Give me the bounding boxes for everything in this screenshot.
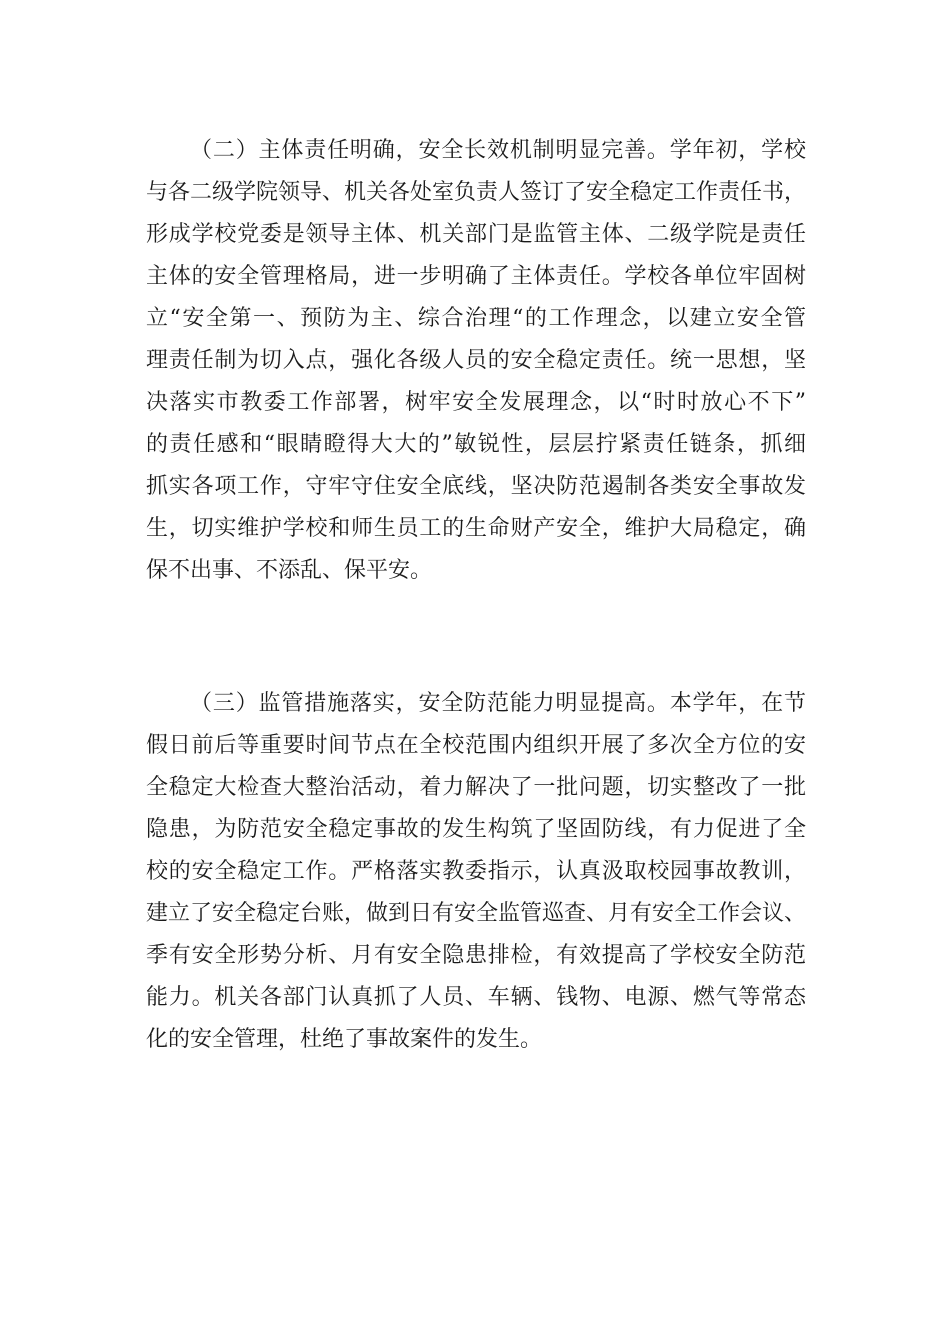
paragraph-line: 化的安全管理，杜绝了事故案件的发生。	[146, 1027, 543, 1052]
paragraph-section-2	[146, 130, 806, 592]
paragraph-line: 建立了安全稳定台账，做到日有安全监管巡查、月有安全工作会议、	[146, 901, 807, 926]
paragraph-line: 生，切实维护学校和师生员工的生命财产安全，维护大局稳定，确	[146, 516, 806, 541]
paragraph-line: 季有安全形势分析、月有安全隐患排检，有效提高了学校安全防范	[146, 943, 806, 968]
paragraph-line: （二）主体责任明确，安全长效机制明显完善。学年初，学校	[190, 138, 806, 163]
paragraph-line: 隐患，为防范安全稳定事故的发生构筑了坚固防线，有力促进了全	[146, 817, 806, 842]
paragraph-line: 立“安全第一、预防为主、综合治理“的工作理念，以建立安全管	[146, 306, 806, 331]
paragraph-line: 校的安全稳定工作。严格落实教委指示，认真汲取校园事故教训，	[146, 859, 806, 884]
paragraph-line: （三）监管措施落实，安全防范能力明显提高。本学年，在节	[190, 691, 806, 716]
paragraph-line: 能力。机关各部门认真抓了人员、车辆、钱物、电源、燃气等常态	[146, 985, 806, 1010]
paragraph-line: 形成学校党委是领导主体、机关部门是监管主体、二级学院是责任	[146, 222, 806, 247]
paragraph-line: 抓实各项工作，守牢守住安全底线，坚决防范遏制各类安全事故发	[146, 474, 806, 499]
paragraph-line: 理责任制为切入点，强化各级人员的安全稳定责任。统一思想，坚	[146, 348, 806, 373]
paragraph-section-3	[146, 683, 806, 1061]
paragraph-line: 与各二级学院领导、机关各处室负责人签订了安全稳定工作责任书，	[146, 180, 807, 205]
paragraph-line: 保不出事、不添乱、保平安。	[146, 558, 433, 583]
paragraph-line: 假日前后等重要时间节点在全校范围内组织开展了多次全方位的安	[146, 733, 806, 758]
paragraph-line: 全稳定大检查大整治活动，着力解决了一批问题，切实整改了一批	[146, 775, 806, 800]
paragraph-line: 决落实市教委工作部署，树牢安全发展理念，以“时时放心不下”	[146, 390, 806, 415]
paragraph-line: 的责任感和“眼睛瞪得大大的”敏锐性，层层拧紧责任链条，抓细	[146, 432, 806, 457]
paragraph-line: 主体的安全管理格局，进一步明确了主体责任。学校各单位牢固树	[146, 264, 806, 289]
